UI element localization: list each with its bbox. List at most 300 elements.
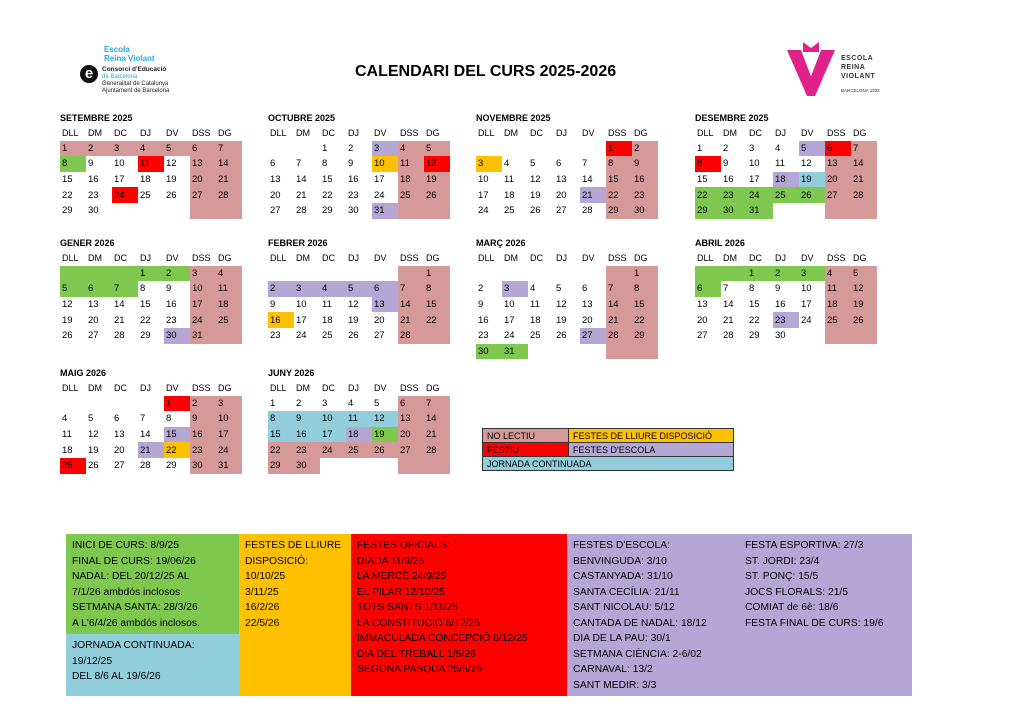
day-cell: 7	[296, 158, 302, 170]
empty-cell	[528, 141, 554, 157]
day-cell: 11	[62, 429, 72, 441]
weekday-header: DM	[723, 252, 737, 263]
day-cell: 17	[374, 174, 385, 186]
day-cell: 14	[140, 429, 151, 441]
day-cell: 2	[296, 397, 302, 409]
weekday-header: DV	[801, 252, 814, 263]
day-cell: 27	[398, 442, 424, 458]
day-cell: 6	[86, 281, 112, 297]
day-cell: 13	[114, 429, 125, 441]
day-cell: 12	[424, 156, 450, 172]
day-cell: 14	[296, 174, 307, 186]
day-cell: 21	[296, 189, 307, 201]
day-cell: 11	[530, 299, 540, 311]
day-cell: 1	[606, 141, 632, 157]
day-cell: 14	[606, 297, 632, 313]
day-cell: 22	[749, 314, 760, 326]
weekday-header: DLL	[62, 382, 79, 393]
info-line: CASTANYADA: 31/10	[573, 571, 673, 582]
day-cell: 8	[632, 281, 658, 297]
day-cell: 24	[320, 442, 346, 458]
day-cell: 13	[825, 156, 851, 172]
day-cell: 6	[190, 141, 216, 157]
day-cell: 28	[296, 205, 307, 217]
day-cell: 2	[478, 283, 484, 295]
day-cell: 7	[216, 141, 242, 157]
day-cell: 20	[398, 427, 424, 443]
weekday-header: DJ	[348, 382, 359, 393]
day-cell: 13	[556, 174, 567, 186]
empty-cell	[112, 396, 138, 412]
day-cell: 3	[322, 397, 328, 409]
day-cell: 1	[164, 396, 190, 412]
month-novembre	[476, 111, 660, 219]
weekday-header: DJ	[348, 252, 359, 263]
logo-school-line2: Reina Violant	[104, 54, 155, 63]
day-cell: 18	[216, 297, 242, 313]
month-grid	[60, 125, 242, 219]
day-cell: 16	[294, 427, 320, 443]
day-cell: 31	[190, 328, 216, 344]
info-line: SEGONA PASQUA 25/5/26	[357, 664, 483, 675]
day-cell: 20	[582, 314, 593, 326]
day-cell: 3	[190, 266, 216, 282]
day-cell: 14	[851, 156, 877, 172]
day-cell: 30	[294, 458, 320, 474]
day-cell: 9	[166, 283, 172, 295]
day-cell: 8	[424, 281, 450, 297]
day-cell: 22	[268, 442, 294, 458]
day-cell: 9	[348, 158, 354, 170]
logo-right-sub: BARCELONA 1932	[841, 88, 880, 93]
month-title: ABRIL 2026	[695, 238, 745, 248]
day-cell: 8	[322, 158, 328, 170]
empty-cell	[528, 266, 554, 282]
day-cell: 15	[268, 427, 294, 443]
day-cell: 15	[164, 427, 190, 443]
day-cell: 22	[606, 187, 632, 203]
info-line: EL PILAR 12/10/25	[357, 586, 445, 598]
day-cell: 28	[140, 460, 151, 472]
weekday-header: DM	[296, 252, 310, 263]
empty-cell	[606, 344, 632, 360]
weekday-header: DLL	[270, 127, 287, 138]
empty-cell	[346, 458, 372, 474]
empty-cell	[424, 203, 450, 219]
info-line: IMMACULADA CONCEPCIÓ 8/12/25	[357, 633, 528, 644]
weekday-header: DSS	[608, 252, 627, 263]
day-cell: 24	[747, 187, 773, 203]
month-title: NOVEMBRE 2025	[476, 113, 551, 123]
page-title: CALENDARI DEL CURS 2025-2026	[355, 63, 617, 80]
weekday-header: DV	[582, 127, 595, 138]
month-abril	[695, 236, 879, 344]
day-cell: 1	[270, 397, 276, 409]
weekday-header: DC	[114, 127, 127, 138]
info-line: SETMANA SANTA: 28/3/26	[72, 602, 198, 613]
day-cell: 3	[112, 141, 138, 157]
day-cell: 16	[775, 299, 786, 311]
weekday-header: DM	[296, 127, 310, 138]
day-cell: 15	[697, 174, 708, 186]
day-cell: 17	[320, 427, 346, 443]
day-cell: 20	[88, 314, 99, 326]
weekday-header: DV	[801, 127, 814, 138]
day-cell: 4	[138, 141, 164, 157]
legend-festes-lliure: FESTES DE LLIURE DISPOSICIÓ	[569, 429, 734, 443]
empty-cell	[773, 203, 799, 219]
day-cell: 17	[296, 314, 307, 326]
weekday-header: DC	[530, 252, 543, 263]
day-cell: 21	[424, 427, 450, 443]
day-cell: 14	[216, 156, 242, 172]
empty-cell	[554, 266, 580, 282]
day-cell: 12	[88, 429, 99, 441]
day-cell: 19	[799, 172, 825, 188]
day-cell: 29	[632, 328, 658, 344]
month-title: OCTUBRE 2025	[268, 113, 336, 123]
weekday-header: DG	[218, 382, 232, 393]
day-cell: 4	[775, 142, 781, 154]
day-cell: 29	[695, 203, 721, 219]
weekday-header: DSS	[192, 252, 211, 263]
day-cell: 6	[825, 141, 851, 157]
weekday-header: DG	[634, 127, 648, 138]
day-cell: 31	[216, 458, 242, 474]
empty-cell	[268, 266, 294, 282]
day-cell: 7	[112, 281, 138, 297]
day-cell: 24	[296, 330, 307, 342]
day-cell: 26	[372, 442, 398, 458]
day-cell: 25	[60, 458, 86, 474]
day-cell: 23	[88, 189, 99, 201]
weekday-header: DM	[88, 127, 102, 138]
consorci-e-icon: e	[80, 65, 98, 83]
weekday-header: DM	[296, 382, 310, 393]
day-cell: 20	[697, 314, 708, 326]
logo-right-line1: ESCOLA	[841, 55, 874, 62]
day-cell: 21	[580, 187, 606, 203]
day-cell: 5	[60, 281, 86, 297]
day-cell: 9	[775, 283, 781, 295]
day-cell: 4	[348, 397, 354, 409]
day-cell: 5	[88, 413, 94, 425]
empty-cell	[851, 203, 877, 219]
info-line: JORNADA CONTINUADA:	[72, 640, 195, 651]
weekday-header: DG	[218, 252, 232, 263]
day-cell: 27	[88, 330, 99, 342]
day-cell: 3	[216, 396, 242, 412]
day-cell: 4	[504, 158, 510, 170]
day-cell: 12	[372, 411, 398, 427]
empty-cell	[476, 141, 502, 157]
day-cell: 9	[270, 299, 276, 311]
day-cell: 23	[294, 442, 320, 458]
day-cell: 3	[502, 281, 528, 297]
info-line: A L'6/4/26 ambdós inclosos.	[72, 617, 200, 629]
weekday-header: DSS	[400, 382, 419, 393]
empty-cell	[424, 458, 450, 474]
day-cell: 13	[88, 299, 99, 311]
info-line: JOCS FLORALS: 21/5	[745, 586, 849, 598]
day-cell: 5	[799, 141, 825, 157]
day-cell: 5	[164, 141, 190, 157]
info-line: FINAL DE CURS: 19/06/26	[72, 555, 196, 567]
logo-school-name	[104, 45, 155, 63]
day-cell: 11	[398, 156, 424, 172]
day-cell: 2	[190, 396, 216, 412]
empty-cell	[695, 266, 721, 282]
day-cell: 26	[62, 330, 73, 342]
empty-cell	[851, 328, 877, 344]
day-cell: 23	[773, 312, 799, 328]
weekday-header: DLL	[697, 127, 714, 138]
empty-cell	[554, 141, 580, 157]
day-cell: 19	[530, 189, 541, 201]
day-cell: 12	[801, 158, 812, 170]
weekday-header: DC	[530, 127, 543, 138]
day-cell: 18	[773, 172, 799, 188]
empty-cell	[502, 141, 528, 157]
day-cell: 30	[476, 344, 502, 360]
day-cell: 1	[138, 266, 164, 282]
day-cell: 17	[504, 314, 515, 326]
day-cell: 30	[632, 203, 658, 219]
empty-cell	[112, 266, 138, 282]
day-cell: 10	[504, 299, 515, 311]
reina-violant-v-icon	[785, 42, 837, 98]
day-cell: 17	[190, 297, 216, 313]
day-cell: 25	[398, 187, 424, 203]
info-lliure	[239, 534, 351, 696]
day-cell: 1	[424, 266, 450, 282]
day-cell: 14	[114, 299, 125, 311]
info-line: COMIAT de 6è: 18/6	[745, 602, 839, 613]
day-cell: 6	[114, 413, 120, 425]
day-cell: 26	[348, 330, 359, 342]
info-line: 10/10/25	[245, 571, 286, 582]
day-cell: 25	[504, 205, 515, 217]
day-cell: 5	[851, 266, 877, 282]
day-cell: 17	[216, 427, 242, 443]
info-line: LA CONSTITUCIÓ 6/12/25	[357, 617, 481, 629]
day-cell: 30	[164, 328, 190, 344]
info-line: 7/1/26 ambdós inclosos.	[72, 586, 184, 598]
day-cell: 11	[138, 156, 164, 172]
day-cell: 3	[749, 142, 755, 154]
day-cell: 10	[478, 174, 489, 186]
day-cell: 12	[530, 174, 541, 186]
day-cell: 1	[632, 266, 658, 282]
month-maig	[60, 366, 244, 474]
empty-cell	[476, 266, 502, 282]
month-juny	[268, 366, 452, 474]
weekday-header: DSS	[192, 382, 211, 393]
day-cell: 10	[801, 283, 812, 295]
day-cell: 23	[721, 187, 747, 203]
day-cell: 21	[606, 312, 632, 328]
info-line: ST. JORDI: 23/4	[745, 555, 820, 567]
day-cell: 28	[216, 187, 242, 203]
day-cell: 30	[190, 458, 216, 474]
day-cell: 26	[851, 312, 877, 328]
weekday-header: DV	[166, 382, 179, 393]
weekday-header: DSS	[400, 252, 419, 263]
day-cell: 16	[88, 174, 99, 186]
day-cell: 30	[775, 330, 786, 342]
day-cell: 13	[697, 299, 708, 311]
day-cell: 16	[478, 314, 489, 326]
info-altres	[739, 534, 912, 696]
day-cell: 11	[216, 281, 242, 297]
day-cell: 13	[270, 174, 281, 186]
day-cell: 2	[632, 141, 658, 157]
weekday-header: DJ	[348, 127, 359, 138]
empty-cell	[398, 203, 424, 219]
month-grid	[476, 250, 658, 359]
day-cell: 3	[476, 156, 502, 172]
day-cell: 10	[114, 158, 125, 170]
day-cell: 10	[296, 299, 307, 311]
weekday-header: DV	[374, 127, 387, 138]
day-cell: 29	[166, 460, 177, 472]
day-cell: 9	[632, 156, 658, 172]
weekday-header: DV	[374, 252, 387, 263]
info-line: DEL 8/6 AL 19/6/26	[72, 671, 161, 682]
day-cell: 10	[216, 411, 242, 427]
day-cell: 5	[530, 158, 536, 170]
month-grid	[476, 125, 658, 219]
day-cell: 13	[190, 156, 216, 172]
day-cell: 12	[851, 281, 877, 297]
info-escola	[567, 534, 739, 696]
consorci-line4: Ajuntament de Barcelona	[102, 88, 170, 94]
day-cell: 6	[270, 158, 276, 170]
info-line: DISPOSICIÓ:	[245, 555, 308, 567]
day-cell: 21	[398, 312, 424, 328]
empty-cell	[294, 141, 320, 157]
day-cell: 15	[424, 297, 450, 313]
info-line: TOTS SANTS 1/11/25	[357, 602, 458, 613]
day-cell: 11	[775, 158, 785, 170]
day-cell: 20	[190, 172, 216, 188]
day-cell: 18	[825, 297, 851, 313]
day-cell: 11	[825, 281, 851, 297]
empty-cell	[86, 266, 112, 282]
month-grid	[268, 250, 450, 344]
day-cell: 22	[424, 312, 450, 328]
day-cell: 10	[320, 411, 346, 427]
day-cell: 23	[270, 330, 281, 342]
weekday-header: DSS	[400, 127, 419, 138]
month-grid	[60, 250, 242, 344]
empty-cell	[268, 141, 294, 157]
empty-cell	[320, 458, 346, 474]
day-cell: 18	[322, 314, 333, 326]
day-cell: 1	[697, 142, 703, 154]
empty-cell	[320, 266, 346, 282]
empty-cell	[606, 266, 632, 282]
weekday-header: DV	[166, 127, 179, 138]
weekday-header: DG	[426, 252, 440, 263]
day-cell: 15	[62, 174, 73, 186]
day-cell: 22	[322, 189, 333, 201]
month-grid	[695, 250, 877, 344]
day-cell: 10	[749, 158, 760, 170]
month-title: SETEMBRE 2025	[60, 113, 133, 123]
weekday-header: DV	[374, 382, 387, 393]
weekday-header: DLL	[62, 127, 79, 138]
day-cell: 31	[372, 203, 398, 219]
day-cell: 24	[374, 189, 385, 201]
info-line: FESTES OFICIALS:	[357, 540, 450, 551]
day-cell: 22	[164, 442, 190, 458]
day-cell: 1	[322, 142, 328, 154]
day-cell: 24	[216, 442, 242, 458]
empty-cell	[112, 203, 138, 219]
day-cell: 8	[268, 411, 294, 427]
weekday-header: DSS	[827, 127, 846, 138]
empty-cell	[372, 266, 398, 282]
day-cell: 22	[140, 314, 151, 326]
day-cell: 22	[632, 312, 658, 328]
day-cell: 27	[190, 187, 216, 203]
day-cell: 20	[114, 444, 125, 456]
empty-cell	[398, 458, 424, 474]
info-line: 3/11/25	[245, 586, 279, 598]
consorci-line3: Generalitat de Catalunya	[102, 81, 169, 87]
day-cell: 1	[60, 141, 86, 157]
day-cell: 11	[346, 411, 372, 427]
info-line: SANT MEDIR: 3/3	[573, 679, 657, 691]
info-line: 22/5/26	[245, 617, 280, 629]
day-cell: 19	[372, 427, 398, 443]
day-cell: 14	[582, 174, 593, 186]
info-jornada	[66, 634, 239, 696]
weekday-header: DSS	[192, 127, 211, 138]
logo-right-text	[841, 54, 875, 81]
info-line: FESTES DE LLIURE	[245, 540, 342, 551]
empty-cell	[164, 203, 190, 219]
day-cell: 13	[372, 297, 398, 313]
weekday-header: DG	[853, 127, 867, 138]
day-cell: 21	[723, 314, 734, 326]
weekday-header: DM	[504, 127, 518, 138]
day-cell: 15	[749, 299, 760, 311]
day-cell: 26	[556, 330, 567, 342]
day-cell: 26	[799, 187, 825, 203]
day-cell: 16	[190, 427, 216, 443]
empty-cell	[60, 396, 86, 412]
consorci-text	[102, 66, 169, 95]
day-cell: 21	[138, 442, 164, 458]
day-cell: 24	[190, 312, 216, 328]
day-cell: 23	[166, 314, 177, 326]
empty-cell	[294, 266, 320, 282]
consorci-line2: de Barcelona	[102, 74, 138, 80]
consorci-line1: Consorci d'Educació	[102, 66, 167, 73]
weekday-header: DG	[426, 127, 440, 138]
day-cell: 7	[606, 281, 632, 297]
day-cell: 21	[851, 172, 877, 188]
day-cell: 16	[723, 174, 734, 186]
day-cell: 12	[166, 158, 177, 170]
weekday-header: DLL	[697, 252, 714, 263]
empty-cell	[825, 328, 851, 344]
day-cell: 25	[216, 312, 242, 328]
empty-cell	[554, 344, 580, 360]
day-cell: 13	[582, 299, 593, 311]
